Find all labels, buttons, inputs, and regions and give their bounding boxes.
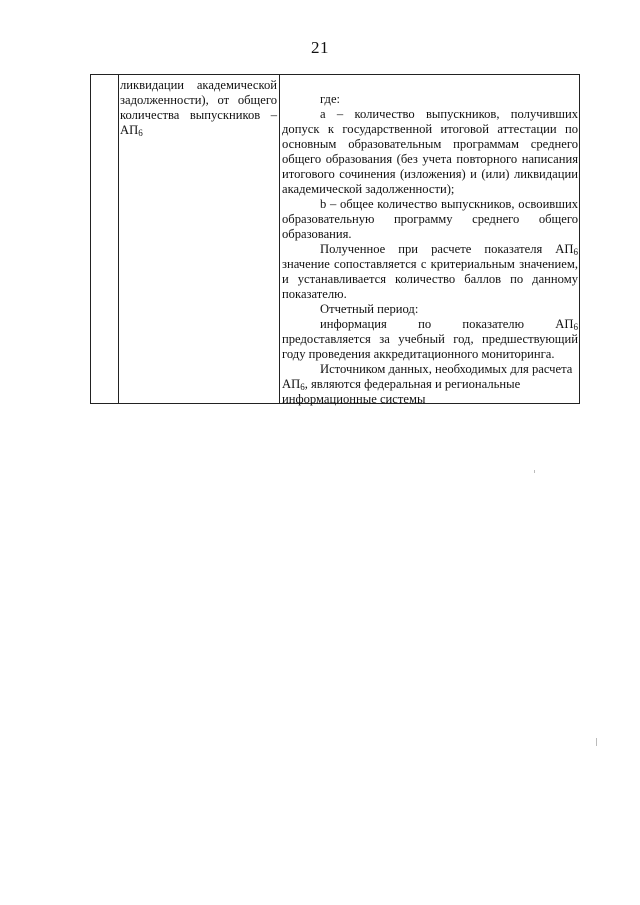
- indicator-code: [120, 123, 277, 138]
- indicator-name-line: ликвидации академической: [120, 78, 277, 92]
- period-subscript: 6: [573, 322, 578, 332]
- table-column-divider: [118, 75, 119, 403]
- indicator-code-text: АП: [120, 123, 139, 137]
- scan-mark: [534, 470, 535, 473]
- value-text: Полученное при расчете показателя АП: [320, 242, 574, 256]
- scan-mark: [596, 738, 597, 746]
- table-column-divider: [279, 75, 280, 403]
- indicator-table: [90, 74, 580, 404]
- sources-text-rest: , являются федеральная и региональные информационные системы: [282, 377, 521, 406]
- indicator-name-line: количества выпускников –: [120, 108, 277, 122]
- reporting-period-paragraph: [282, 317, 578, 362]
- variable-b-definition: b – общее количество выпускников, освоивших образовательную программу среднего общего образования.: [282, 197, 578, 241]
- reporting-period-title: Отчетный период:: [320, 302, 419, 316]
- indicator-name-cell: [120, 78, 277, 138]
- where-label: где:: [320, 92, 341, 106]
- indicator-code-subscript: 6: [138, 128, 143, 138]
- indicator-name-line: задолженности), от общего: [120, 93, 277, 107]
- value-text-rest: значение сопоставляется с критериальным значением, и устанавливается количество баллов по данному показателю.: [282, 257, 578, 301]
- data-sources-paragraph: [282, 362, 578, 407]
- variable-a-definition: а – количество выпускников, получивших допуск к государственной итоговой аттестации по основным образовательным программам среднего общего образования (без учета повторного написания итогового сочинения (изложения) и (или) ликвидации академической задолженности);: [282, 107, 578, 196]
- indicator-description-cell: [282, 92, 578, 407]
- value-comparison-paragraph: [282, 242, 578, 302]
- period-text-rest: предоставляется за учебный год, предшествующий году проведения аккредитационного мониторинга.: [282, 332, 578, 361]
- value-subscript: 6: [573, 247, 578, 257]
- sources-subscript: 6: [300, 382, 305, 392]
- period-text: информация по показателю АП: [320, 317, 574, 331]
- sources-text: Источником данных, необходимых для расчета АП: [282, 362, 573, 391]
- page-number: 21: [311, 38, 329, 57]
